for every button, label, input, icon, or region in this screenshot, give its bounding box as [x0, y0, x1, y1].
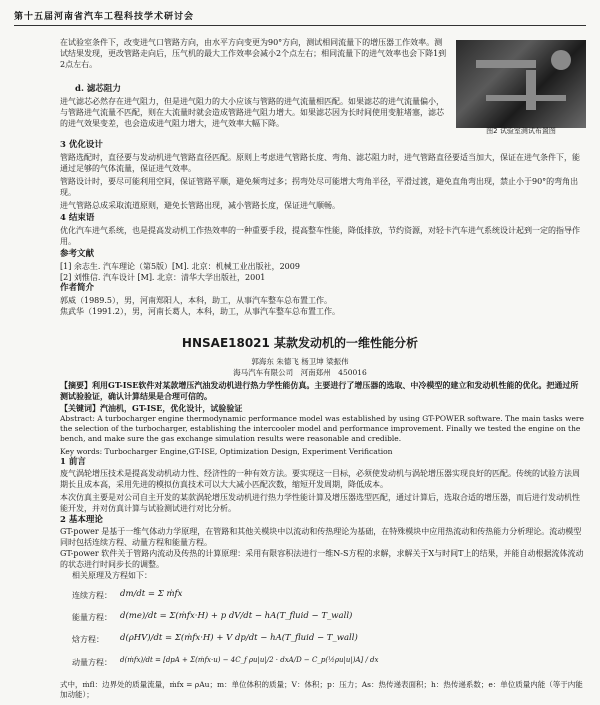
momentum-label: 动量方程： — [72, 658, 112, 667]
continuity-equation: dm/dt = Σ ṁfx — [120, 589, 183, 599]
keywords-en: Key words: Turbocharger Engine,GT-ISE, Optimization Design, Experiment Verification — [60, 447, 393, 456]
running-header — [14, 3, 586, 26]
energy-label: 能量方程： — [72, 613, 112, 622]
lab-test-photo — [456, 40, 586, 128]
heading-optimization: 3 优化设计 — [60, 140, 103, 150]
paragraph-theory-a: GT-power 是基于一维气体动力学原理，在管路和其他关模块中以流动和传热理论为基础，在特殊模块中应用热流动和传热能力分析理论。流动模型同时包括连续方程、动量方程和能量方程。 — [60, 527, 582, 547]
keywords-cn: 【关键词】汽油机，GT-ISE，优化设计，试验验证 — [60, 403, 243, 413]
enthalpy-equation: d(ρHV)/dt = Σ(ṁfx·H) + V dp/dt − hA(T_fluid − T_wall) — [120, 633, 358, 643]
paper-authors: 郭海东 朱德飞 杨卫坤 梁振伟 — [251, 357, 349, 366]
paragraph-optimization-c: 进气管路总成采取流道原则，避免长管路出现，减小管路长度，保证进气顺畅。 — [60, 201, 340, 210]
author-bio-2: 焦武华（1991.2），男，河南长葛人，本科，助工，从事汽车整车总布置工作。 — [60, 307, 340, 316]
heading-conclusion: 4 结束语 — [60, 213, 95, 223]
continuity-label: 连续方程： — [72, 591, 112, 600]
paragraph-optimization-b: 管路设计时，要尽可能利用空间，保证管路平顺，避免频弯过多；拐弯处尽可能增大弯角半径，平滑过渡，避免直角弯出现，禁止小于90°的弯角出现。 — [60, 177, 579, 197]
reference-1: [1] 余志生. 汽车理论（第5版）[M]. 北京：机械工业出版社，2009 — [60, 262, 300, 271]
reference-2: [2] 刘惟信. 汽车设计 [M]. 北京：清华大学出版社，2001 — [60, 273, 266, 282]
paragraph-conclusion: 优化汽车进气系统，也是提高发动机工作热效率的一种重要手段，提高整车性能，降低排放，节约资源，对轻卡汽车进气系统设计起到一定的指导作用。 — [60, 226, 580, 246]
heading-theory: 2 基本理论 — [60, 515, 103, 525]
heading-references: 参考文献 — [60, 249, 95, 259]
heading-author-bio: 作者简介 — [60, 283, 95, 293]
paragraph-pipe-direction: 在试验室条件下，改变进气口管路方向，由水平方向变更为90°方向，测试相同流量下的增压器工作效率。测试结果发现，更改管路走向后，压气机的最大工作效率会减小2个点左右；相同流量下的进气效率也会下降1到2点左右。 — [60, 38, 447, 69]
paper-affiliation: 海马汽车有限公司 河南郑州 450016 — [233, 368, 367, 377]
paragraph-introduction-a: 废气涡轮增压技术是提高发动机动力性、经济性的一种有效方法。要实现这一目标，必须使发动机与涡轮增压器实现良好的匹配。传统的试验方法周期长且成本高，采用先进的模拟仿真技术可以大大减小匹配次数，缩短开发周期，降低成本。 — [60, 469, 580, 489]
energy-equation: d(me)/dt = Σ(ṁfx·H) + p dV/dt − hA(T_fluid − T_wall) — [120, 611, 353, 621]
paragraph-introduction-b: 本次仿真主要是对公司自主开发的某款涡轮增压发动机进行热力学性能计算及增压器选型匹配，通过计算后，选取合适的增压器，而后进行发动机性能开发，并对仿真计算与试验测试进行对比分析。 — [60, 493, 580, 513]
abstract-en: Abstract: A turbocharger engine thermodynamic performance model was established by using GT-POWER software. The main tasks were the selection of the turbocharger, establishing the intercooler model and performance improvement. Finally we tested the engine on the bench, and make sure the gas exchange simulation results were reasonable and credible. — [60, 414, 584, 443]
momentum-equation: d(ṁfx)/dt = [dpA + Σ(ṁfx·u) − 4C_f ρu|u|/2 · dxA/D − C_p(½ρu|u|)A] / dx — [120, 656, 379, 664]
figure-caption: 图2 试验室测试布置图 — [486, 127, 556, 135]
author-bio-1: 郭威（1989.5），男，河南郑阳人，本科，助工，从事汽车整车总布置工作。 — [60, 296, 332, 305]
heading-filter-resistance: d. 滤芯阻力 — [75, 84, 121, 94]
header-title: 第十五届河南省汽车工程科技学术研讨会 — [14, 12, 195, 22]
paper-title: HNSAE18021 某款发动机的一维性能分析 — [181, 336, 419, 350]
heading-introduction: 1 前言 — [60, 457, 86, 467]
equation-definitions: 式中，ṁfl：边界处的质量流量，ṁfx = ρAu；m：单位体积的质量；V：体积；p：压力；As：热传递表面积；h：热传递系数；e：单位质量内能（等于内能加动能）； — [60, 680, 583, 699]
paragraph-filter-resistance: 进气滤芯必然存在进气阻力，但是进气阻力的大小应该与管路的进气流量相匹配。如果滤芯的进气流量偏小，与管路进气流量不匹配，则在大流量时就会造成管路进气阻力增大。如果滤芯因为长时间使用变脏堵塞，滤芯的进气效果变差，也会造成进气阻力增大，进气效率大幅下降。 — [60, 97, 444, 128]
abstract-cn: 【摘要】利用GT-ISE软件对某款增压汽油发动机进行热力学性能仿真。主要进行了增压器的选取、中冷模型的建立和发动机性能的优化。把通过所测试验验证，确认计算结果是合理可信的。 — [60, 380, 579, 401]
paragraph-theory-c: 相关原理及方程如下： — [72, 571, 152, 580]
paragraph-optimization-a: 管路选配时，直径要与发动机进气管路直径匹配。原则上考虑进气管路长度、弯角、滤芯阻力时，进气管路直径要适当加大，保证在进气条件下，能通过足够的气体流量，保证进气效率。 — [60, 153, 580, 173]
paragraph-theory-b: GT-power 软件关于管路内流动及传热的计算原理：采用有限容积法进行一维N-S方程的求解，求解关于X与时间T上的结果，并能自动根据流体流动的状态进行时间步长的调整。 — [60, 549, 584, 569]
enthalpy-label: 焓方程： — [72, 635, 104, 644]
